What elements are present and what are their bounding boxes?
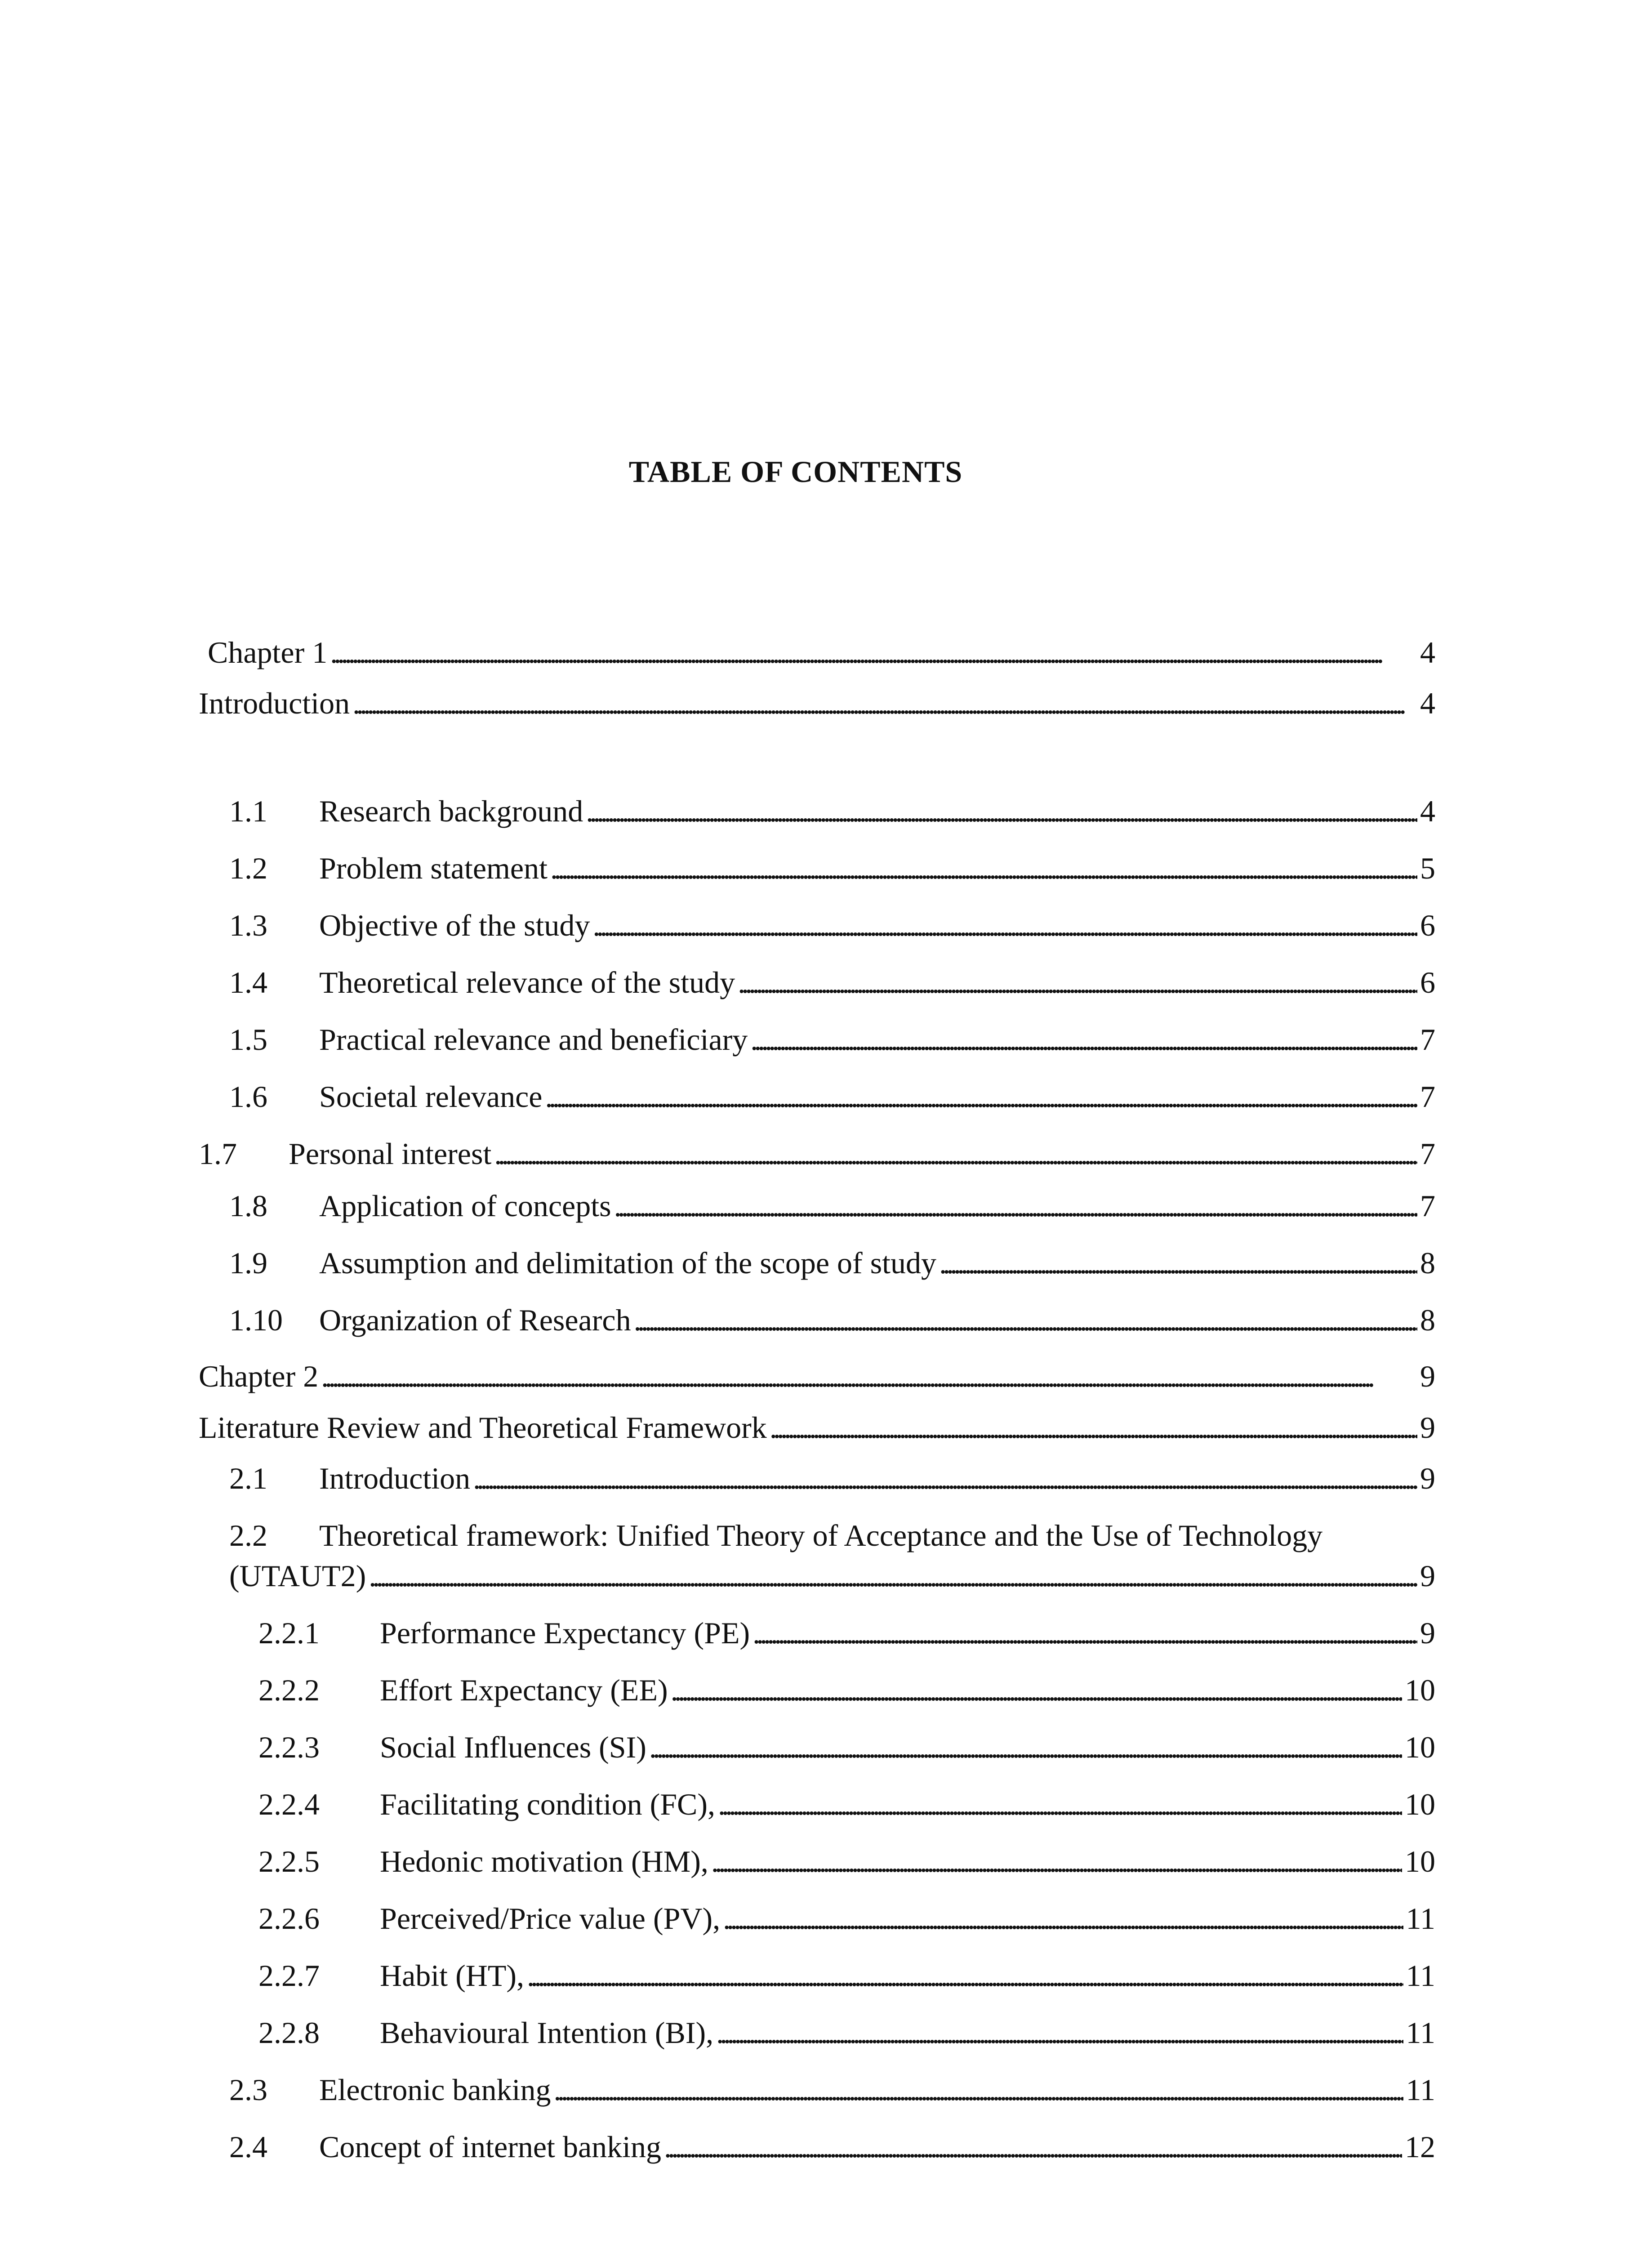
toc-page-number: 8	[1420, 1246, 1435, 1280]
toc-entry-introduction[interactable]	[199, 683, 1435, 723]
page-title: TABLE OF CONTENTS	[628, 455, 963, 489]
toc-leader-dots	[671, 1670, 1402, 1710]
toc-entry-number: 2.2.8	[258, 2016, 320, 2050]
toc-entry-label: Objective of the study	[319, 908, 590, 942]
toc-entry-1-4[interactable]	[229, 962, 1435, 1003]
toc-entry-number: 2.2.5	[258, 1844, 320, 1878]
toc-leader-dots	[545, 1076, 1418, 1117]
toc-entry-1-9[interactable]	[229, 1243, 1435, 1283]
toc-page-number: 10	[1405, 1787, 1435, 1821]
toc-page-number: 11	[1406, 2016, 1435, 2050]
toc-page-number: 10	[1405, 1844, 1435, 1878]
toc-entry-1-5[interactable]	[229, 1019, 1435, 1060]
toc-page-number: 7	[1420, 1189, 1435, 1223]
toc-page-number: 9	[1420, 1616, 1435, 1650]
toc-entry-label: Research background	[319, 794, 583, 828]
toc-entry-1-1[interactable]	[229, 791, 1435, 831]
toc-leader-dots	[664, 2127, 1402, 2167]
toc-leader-dots	[592, 905, 1417, 946]
toc-entry-chapter-1[interactable]	[208, 632, 1435, 673]
toc-entry-2-2-6[interactable]	[258, 1898, 1435, 1939]
toc-entry-number: 1.9	[229, 1246, 267, 1280]
toc-entry-label: Chapter 2	[199, 1359, 319, 1393]
toc-entry-label: Theoretical framework: Unified Theory of Acceptance and the Use of Technology	[319, 1518, 1323, 1552]
toc-entry-2-2-7[interactable]	[258, 1955, 1435, 1996]
toc-leader-dots	[649, 1727, 1402, 1767]
toc-page-number: 8	[1420, 1303, 1435, 1337]
toc-page-number: 9	[1420, 1559, 1435, 1593]
toc-leader-dots	[753, 1613, 1417, 1653]
toc-page-number: 7	[1420, 1079, 1435, 1114]
toc-entry-label: Behavioural Intention (BI),	[380, 2016, 714, 2050]
toc-entry-number: 2.4	[229, 2130, 267, 2164]
toc-entry-2-2-1[interactable]	[258, 1613, 1435, 1653]
toc-entry-number: 2.3	[229, 2073, 267, 2107]
toc-entry-1-10[interactable]	[229, 1300, 1435, 1340]
toc-entry-label: Assumption and delimitation of the scope of study	[319, 1246, 937, 1280]
toc-entry-label: Societal relevance	[319, 1079, 543, 1114]
toc-entry-label: Personal interest	[289, 1137, 492, 1171]
toc-entry-label: Organization of Research	[319, 1303, 631, 1337]
toc-entry-label-continuation: (UTAUT2)	[229, 1559, 366, 1593]
toc-page-number: 11	[1406, 1901, 1435, 1936]
toc-leader-dots	[321, 1356, 1417, 1396]
toc-entry-2-2-2[interactable]	[258, 1670, 1435, 1710]
toc-entry-label: Social Influences (SI)	[380, 1730, 646, 1764]
toc-entry-1-7[interactable]	[199, 1133, 1435, 1174]
toc-entry-1-2[interactable]	[229, 848, 1435, 888]
toc-entry-2-2-4[interactable]	[258, 1784, 1435, 1824]
toc-leader-dots	[716, 2012, 1403, 2053]
toc-entry-2-3[interactable]	[229, 2070, 1435, 2110]
toc-entry-number: 2.2.1	[258, 1616, 320, 1650]
toc-entry-literature-review[interactable]	[199, 1407, 1435, 1448]
toc-entry-label: Theoretical relevance of the study	[319, 965, 735, 999]
toc-entry-number: 1.2	[229, 851, 267, 885]
toc-entry-label: Practical relevance and beneficiary	[319, 1022, 748, 1057]
toc-leader-dots	[738, 962, 1417, 1003]
toc-leader-dots	[553, 2070, 1403, 2110]
toc-entry-number: 2.2.3	[258, 1730, 320, 1764]
toc-page-number: 9	[1420, 1461, 1435, 1495]
toc-page-number: 11	[1406, 2073, 1435, 2107]
toc-entry-label: Chapter 1	[208, 635, 328, 669]
toc-entry-2-2-8[interactable]	[258, 2012, 1435, 2053]
toc-entry-number: 2.2.4	[258, 1787, 320, 1821]
toc-entry-label: Problem statement	[319, 851, 548, 885]
toc-leader-dots	[473, 1458, 1417, 1499]
toc-entry-2-2-line2[interactable]	[229, 1556, 1435, 1596]
toc-leader-dots	[770, 1407, 1417, 1448]
toc-page-number: 4	[1420, 794, 1435, 828]
toc-leader-dots	[369, 1556, 1417, 1596]
toc-entry-number: 1.3	[229, 908, 267, 942]
toc-entry-2-2-3[interactable]	[258, 1727, 1435, 1767]
toc-page-number: 6	[1420, 965, 1435, 999]
toc-page-number: 9	[1420, 1359, 1435, 1393]
toc-entry-label: Electronic banking	[319, 2073, 551, 2107]
toc-leader-dots	[939, 1243, 1417, 1283]
toc-entry-label: Facilitating condition (FC),	[380, 1787, 716, 1821]
toc-entry-chapter-2[interactable]	[199, 1356, 1435, 1396]
toc-entry-number: 1.5	[229, 1022, 267, 1057]
toc-leader-dots	[750, 1019, 1417, 1060]
toc-page-number: 10	[1405, 1730, 1435, 1764]
toc-leader-dots	[723, 1898, 1403, 1939]
toc-entry-number: 1.1	[229, 794, 267, 828]
toc-entry-number: 1.7	[199, 1137, 237, 1171]
toc-entry-label: Habit (HT),	[380, 1958, 525, 1993]
toc-page-number: 5	[1420, 851, 1435, 885]
toc-entry-number: 2.2.6	[258, 1901, 320, 1936]
toc-page-number: 11	[1406, 1958, 1435, 1993]
toc-entry-2-4[interactable]	[229, 2127, 1435, 2167]
toc-entry-label: Perceived/Price value (PV),	[380, 1901, 721, 1936]
toc-page-number: 7	[1420, 1137, 1435, 1171]
toc-entry-label: Effort Expectancy (EE)	[380, 1673, 668, 1707]
toc-entry-label: Introduction	[199, 686, 350, 720]
toc-leader-dots	[550, 848, 1417, 888]
toc-leader-dots	[614, 1186, 1417, 1226]
toc-leader-dots	[494, 1133, 1417, 1174]
toc-entry-number: 2.2	[229, 1518, 267, 1552]
toc-entry-number: 2.2.7	[258, 1958, 320, 1993]
toc-leader-dots	[330, 632, 1417, 673]
toc-leader-dots	[586, 791, 1417, 831]
toc-leader-dots	[711, 1841, 1402, 1882]
toc-entry-1-8[interactable]	[229, 1186, 1435, 1226]
toc-entry-1-3[interactable]	[229, 905, 1435, 946]
toc-page-number: 6	[1420, 908, 1435, 942]
toc-page-number: 12	[1405, 2130, 1435, 2164]
toc-entry-2-2-5[interactable]	[258, 1841, 1435, 1882]
toc-leader-dots	[718, 1784, 1402, 1824]
toc-page-number: 4	[1420, 635, 1435, 669]
toc-page-number: 9	[1420, 1410, 1435, 1445]
toc-leader-dots	[634, 1300, 1417, 1340]
toc-entry-label: Hedonic motivation (HM),	[380, 1844, 708, 1878]
toc-page-number: 10	[1405, 1673, 1435, 1707]
toc-entry-2-2-line1[interactable]	[229, 1515, 1322, 1556]
toc-leader-dots	[352, 683, 1417, 723]
toc-entry-number: 2.1	[229, 1461, 267, 1495]
toc-entry-number: 1.4	[229, 965, 267, 999]
toc-entry-label: Performance Expectancy (PE)	[380, 1616, 750, 1650]
toc-entry-1-6[interactable]	[229, 1076, 1435, 1117]
toc-entry-number: 1.10	[229, 1303, 283, 1337]
toc-entry-number: 2.2.2	[258, 1673, 320, 1707]
toc-entry-number: 1.6	[229, 1079, 267, 1114]
toc-entry-label: Introduction	[319, 1461, 471, 1495]
toc-entry-2-1[interactable]	[229, 1458, 1435, 1499]
toc-entry-label: Literature Review and Theoretical Framework	[199, 1410, 767, 1445]
toc-entry-label: Application of concepts	[319, 1189, 611, 1223]
toc-entry-label: Concept of internet banking	[319, 2130, 662, 2164]
toc-page-number: 7	[1420, 1022, 1435, 1057]
toc-leader-dots	[527, 1955, 1403, 1996]
toc-entry-number: 1.8	[229, 1189, 267, 1223]
toc-page-number: 4	[1420, 686, 1435, 720]
